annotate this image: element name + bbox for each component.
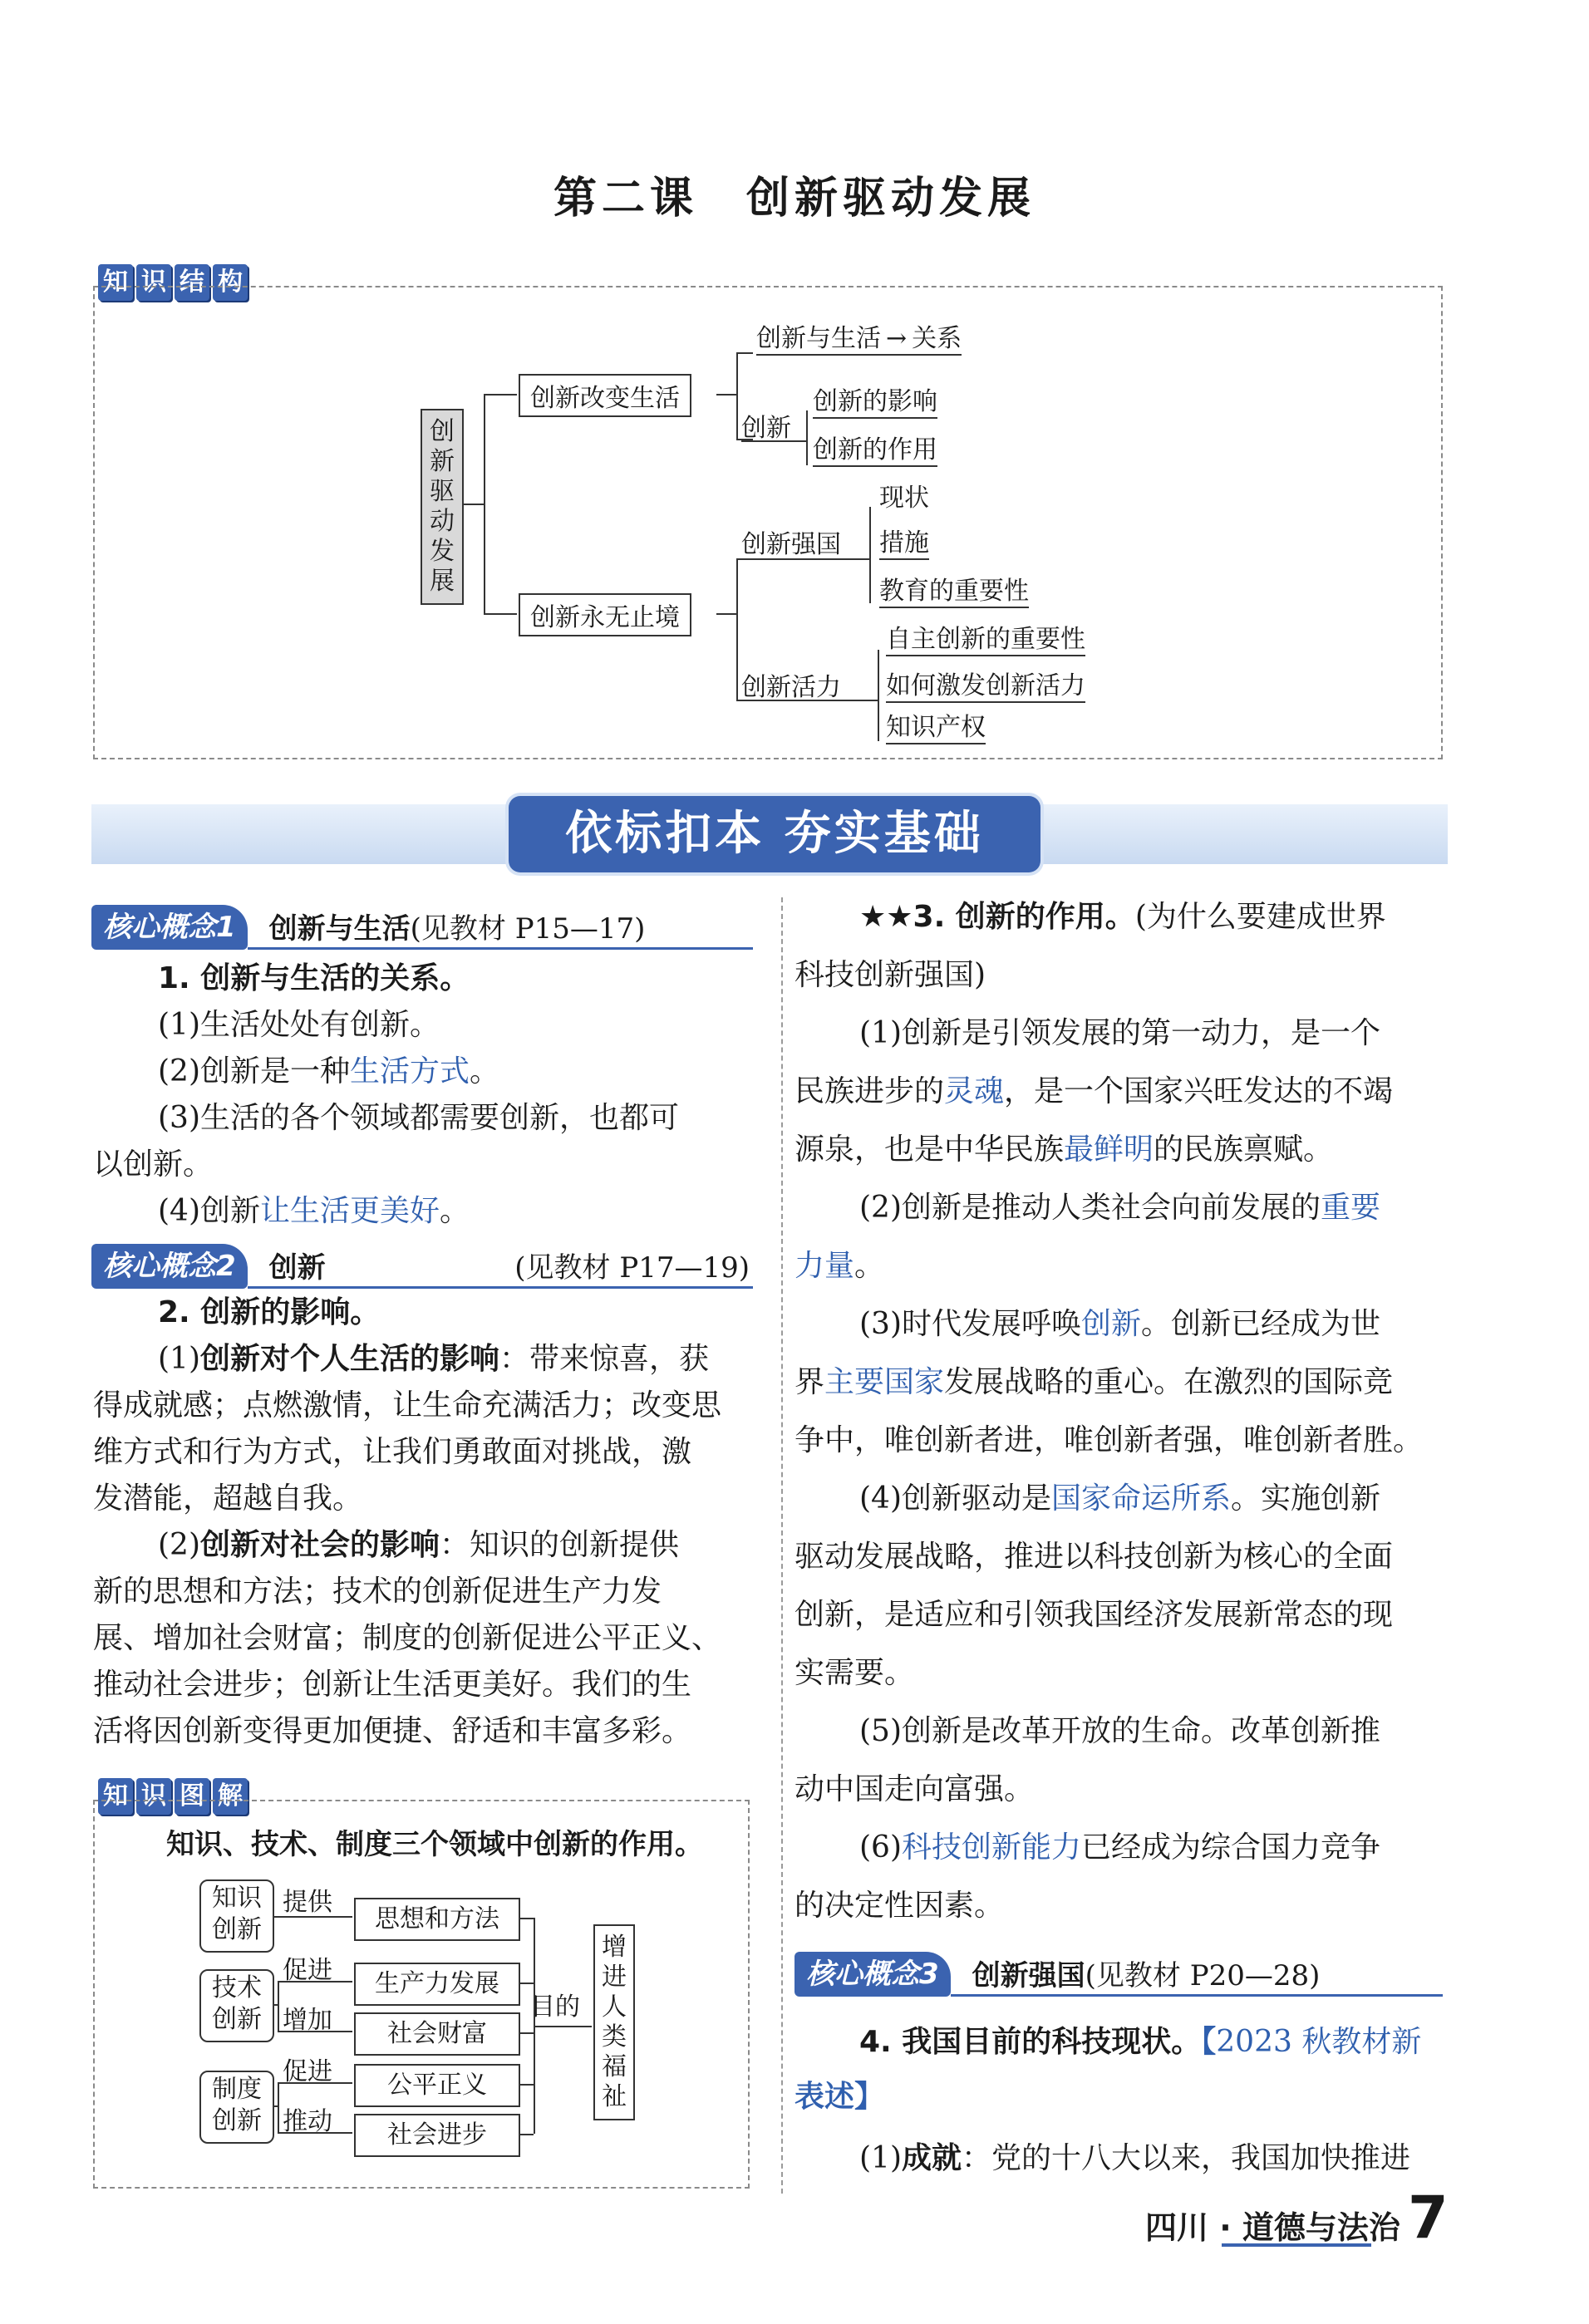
right-p1b: 民族进步的灵魂，是一个国家兴旺发达的不竭 [794,1074,1394,1108]
concept1-header [91,904,753,950]
mindmap [0,0,1589,831]
figure-verb: 提供 [283,1888,332,1917]
figure-caption: 知识、技术、制度三个领域中创新的作用。 [166,1828,703,1861]
figure-mid-box: 生产力发展 [354,1963,520,2006]
right-p1a: (1)创新是引领发展的第一动力，是一个 [859,1016,1380,1050]
concept1-heading: 1. 创新与生活的关系。 [158,961,470,995]
concept2-heading: 2. 创新的影响。 [158,1295,381,1329]
figure-left-box: 知识创新 [199,1879,274,1953]
figure-verb: 增加 [283,2006,332,2035]
concept1-line1: (1)生活处处有创新。 [158,1008,440,1042]
concept2-p1-first: (1)创新对个人生活的影响：带来惊喜，获 [158,1342,710,1376]
right-p6b: 的决定性因素。 [794,1889,1005,1923]
figure-verb: 推动 [283,2107,332,2136]
figure-verb: 促进 [283,2057,332,2086]
tag-char: 识 [136,1778,171,1815]
concept2-p2-line: 活将因创新变得更加便捷、舒适和丰富多彩。 [93,1714,692,1748]
mindmap-b2-c1-item: 措施 [879,522,929,560]
mindmap-b2-c1-item: 教育的重要性 [879,570,1029,608]
concept1-badge: 核心概念1 [91,905,248,950]
concept1-line4: (4)创新让生活更美好。 [158,1194,470,1228]
concept3-badge: 核心概念3 [794,1952,951,1997]
concept3-heading-cont: 表述】 [794,2080,885,2114]
mindmap-b1-c2-item: 创新的作用 [813,429,937,467]
mindmap-b2-c2-item: 自主创新的重要性 [886,618,1085,656]
right-p5b: 动中国走向富强。 [794,1772,1035,1806]
root-char: 驱 [430,477,455,506]
tag-char: 识 [136,264,171,301]
page-number: 7 [1408,2184,1449,2252]
mindmap-b2-c2: 创新活力 [741,673,841,702]
right-p4a: (4)创新驱动是国家命运所系。实施创新 [859,1481,1381,1516]
right-p6a: (6)科技创新能力已经成为综合国力竞争 [859,1830,1381,1865]
right-p1c: 源泉，也是中华民族最鲜明的民族禀赋。 [794,1133,1334,1167]
concept2-title-line: 创新 (见教材 P17—19) [248,1243,753,1289]
figure-mid-box: 公平正义 [354,2064,520,2107]
figure-mid-box: 社会财富 [354,2012,520,2056]
root-char: 动 [430,507,455,536]
footer-underline [1222,2243,1371,2247]
concept1-line3: (3)生活的各个领域都需要创新，也都可 [158,1101,679,1135]
mindmap-b1-c2-item: 创新的影响 [813,381,937,419]
root-char: 新 [430,447,455,476]
section-banner: 依标扣本 夯实基础 [509,796,1040,872]
figure-left-box: 技术创新 [199,1969,274,2042]
concept2-header [91,1243,753,1289]
tag-char: 知 [98,1778,133,1815]
figure-verb: 促进 [283,1956,332,1985]
concept1-title-line: 创新与生活(见教材 P15—17) [248,904,753,950]
tag-char: 结 [175,264,209,301]
right-p2b: 力量。 [794,1249,885,1283]
concept2-p2-line: 展、增加社会财富；制度的创新促进公平正义、 [93,1621,722,1655]
concept2-p1-line: 得成就感；点燃激情，让生命充满活力；改变思 [93,1388,722,1422]
concept2-p1-line: 发潜能，超越自我。 [93,1481,363,1516]
concept3-heading: 4. 我国目前的科技现状。【2023 秋教材新 [859,2025,1422,2059]
mindmap-b2-c1-item: 现状 [879,484,929,513]
tag-char: 解 [213,1778,248,1815]
concept2-p1-line: 维方式和行为方式，让我们勇敢面对挑战，激 [93,1435,692,1469]
mindmap-root [421,409,464,605]
arrow-icon: → [886,324,908,353]
right-p3c: 争中，唯创新者进，唯创新者强，唯创新者胜。 [794,1423,1424,1457]
root-char: 发 [430,537,455,566]
tag-char: 知 [98,264,133,301]
concept1-line2: (2)创新是一种生活方式。 [158,1054,500,1088]
stars-icon: ★★ [859,900,913,934]
mindmap-b2-c1: 创新强国 [741,530,841,559]
right-p5a: (5)创新是改革开放的生命。改革创新推 [859,1714,1380,1748]
figure-mid-box: 思想和方法 [354,1898,520,1941]
concept2-p2-line: 新的思想和方法；技术的创新促进生产力发 [93,1575,662,1609]
page-title: 第二课 创新驱动发展 [553,174,1036,224]
footer-subject: 四川 · 道德与法治 [1145,2209,1400,2246]
mindmap-branch1: 创新改变生活 [519,374,691,417]
right-p3a: (3)时代发展呼唤创新。创新已经成为世 [859,1307,1381,1341]
mindmap-b2-c2-item: 如何激发创新活力 [886,665,1085,703]
concept2-p2-line: 推动社会进步；创新让生活更美好。我们的生 [93,1668,692,1702]
figure-right-box: 增 进 人 类 福 祉 [593,1924,635,2120]
concept2-badge: 核心概念2 [91,1244,248,1289]
figure-purpose-label: 目的 [530,1992,580,2022]
right-p2a: (2)创新是推动人类社会向前发展的重要 [859,1191,1381,1225]
tag-char: 构 [213,264,248,301]
root-char: 展 [430,567,455,596]
right-p4d: 实需要。 [794,1656,915,1690]
tag-char: 图 [175,1778,209,1815]
concept1-line3b: 以创新。 [93,1147,214,1182]
mindmap-branch2: 创新永无止境 [519,593,691,636]
concept3-header [794,1951,1443,1997]
concept3-title-line: 创新强国(见教材 P20—28) [951,1951,1443,1997]
concept2-p2-first: (2)创新对社会的影响：知识的创新提供 [158,1528,680,1562]
figure-left-box: 制度创新 [199,2071,274,2144]
mindmap-b1-c1: 创新与生活 → 关系 [756,317,962,356]
figure-mid-box: 社会进步 [354,2114,520,2157]
right-heading3: ★★3. 创新的作用。(为什么要建成世界 [859,900,1386,934]
right-p4c: 创新，是适应和引领我国经济发展新常态的现 [794,1598,1394,1632]
mindmap-b1-c2: 创新 [741,414,791,443]
concept3-line1: (1)成就：党的十八大以来，我国加快推进 [859,2141,1411,2175]
right-p4b: 驱动发展战略，推进以科技创新为核心的全面 [794,1540,1394,1574]
root-char: 创 [430,417,455,446]
right-heading3-cont: 科技创新强国) [794,958,986,992]
right-p3b: 界主要国家发展战略的重心。在激烈的国际竞 [794,1365,1394,1399]
mindmap-b2-c2-item: 知识产权 [886,706,986,744]
